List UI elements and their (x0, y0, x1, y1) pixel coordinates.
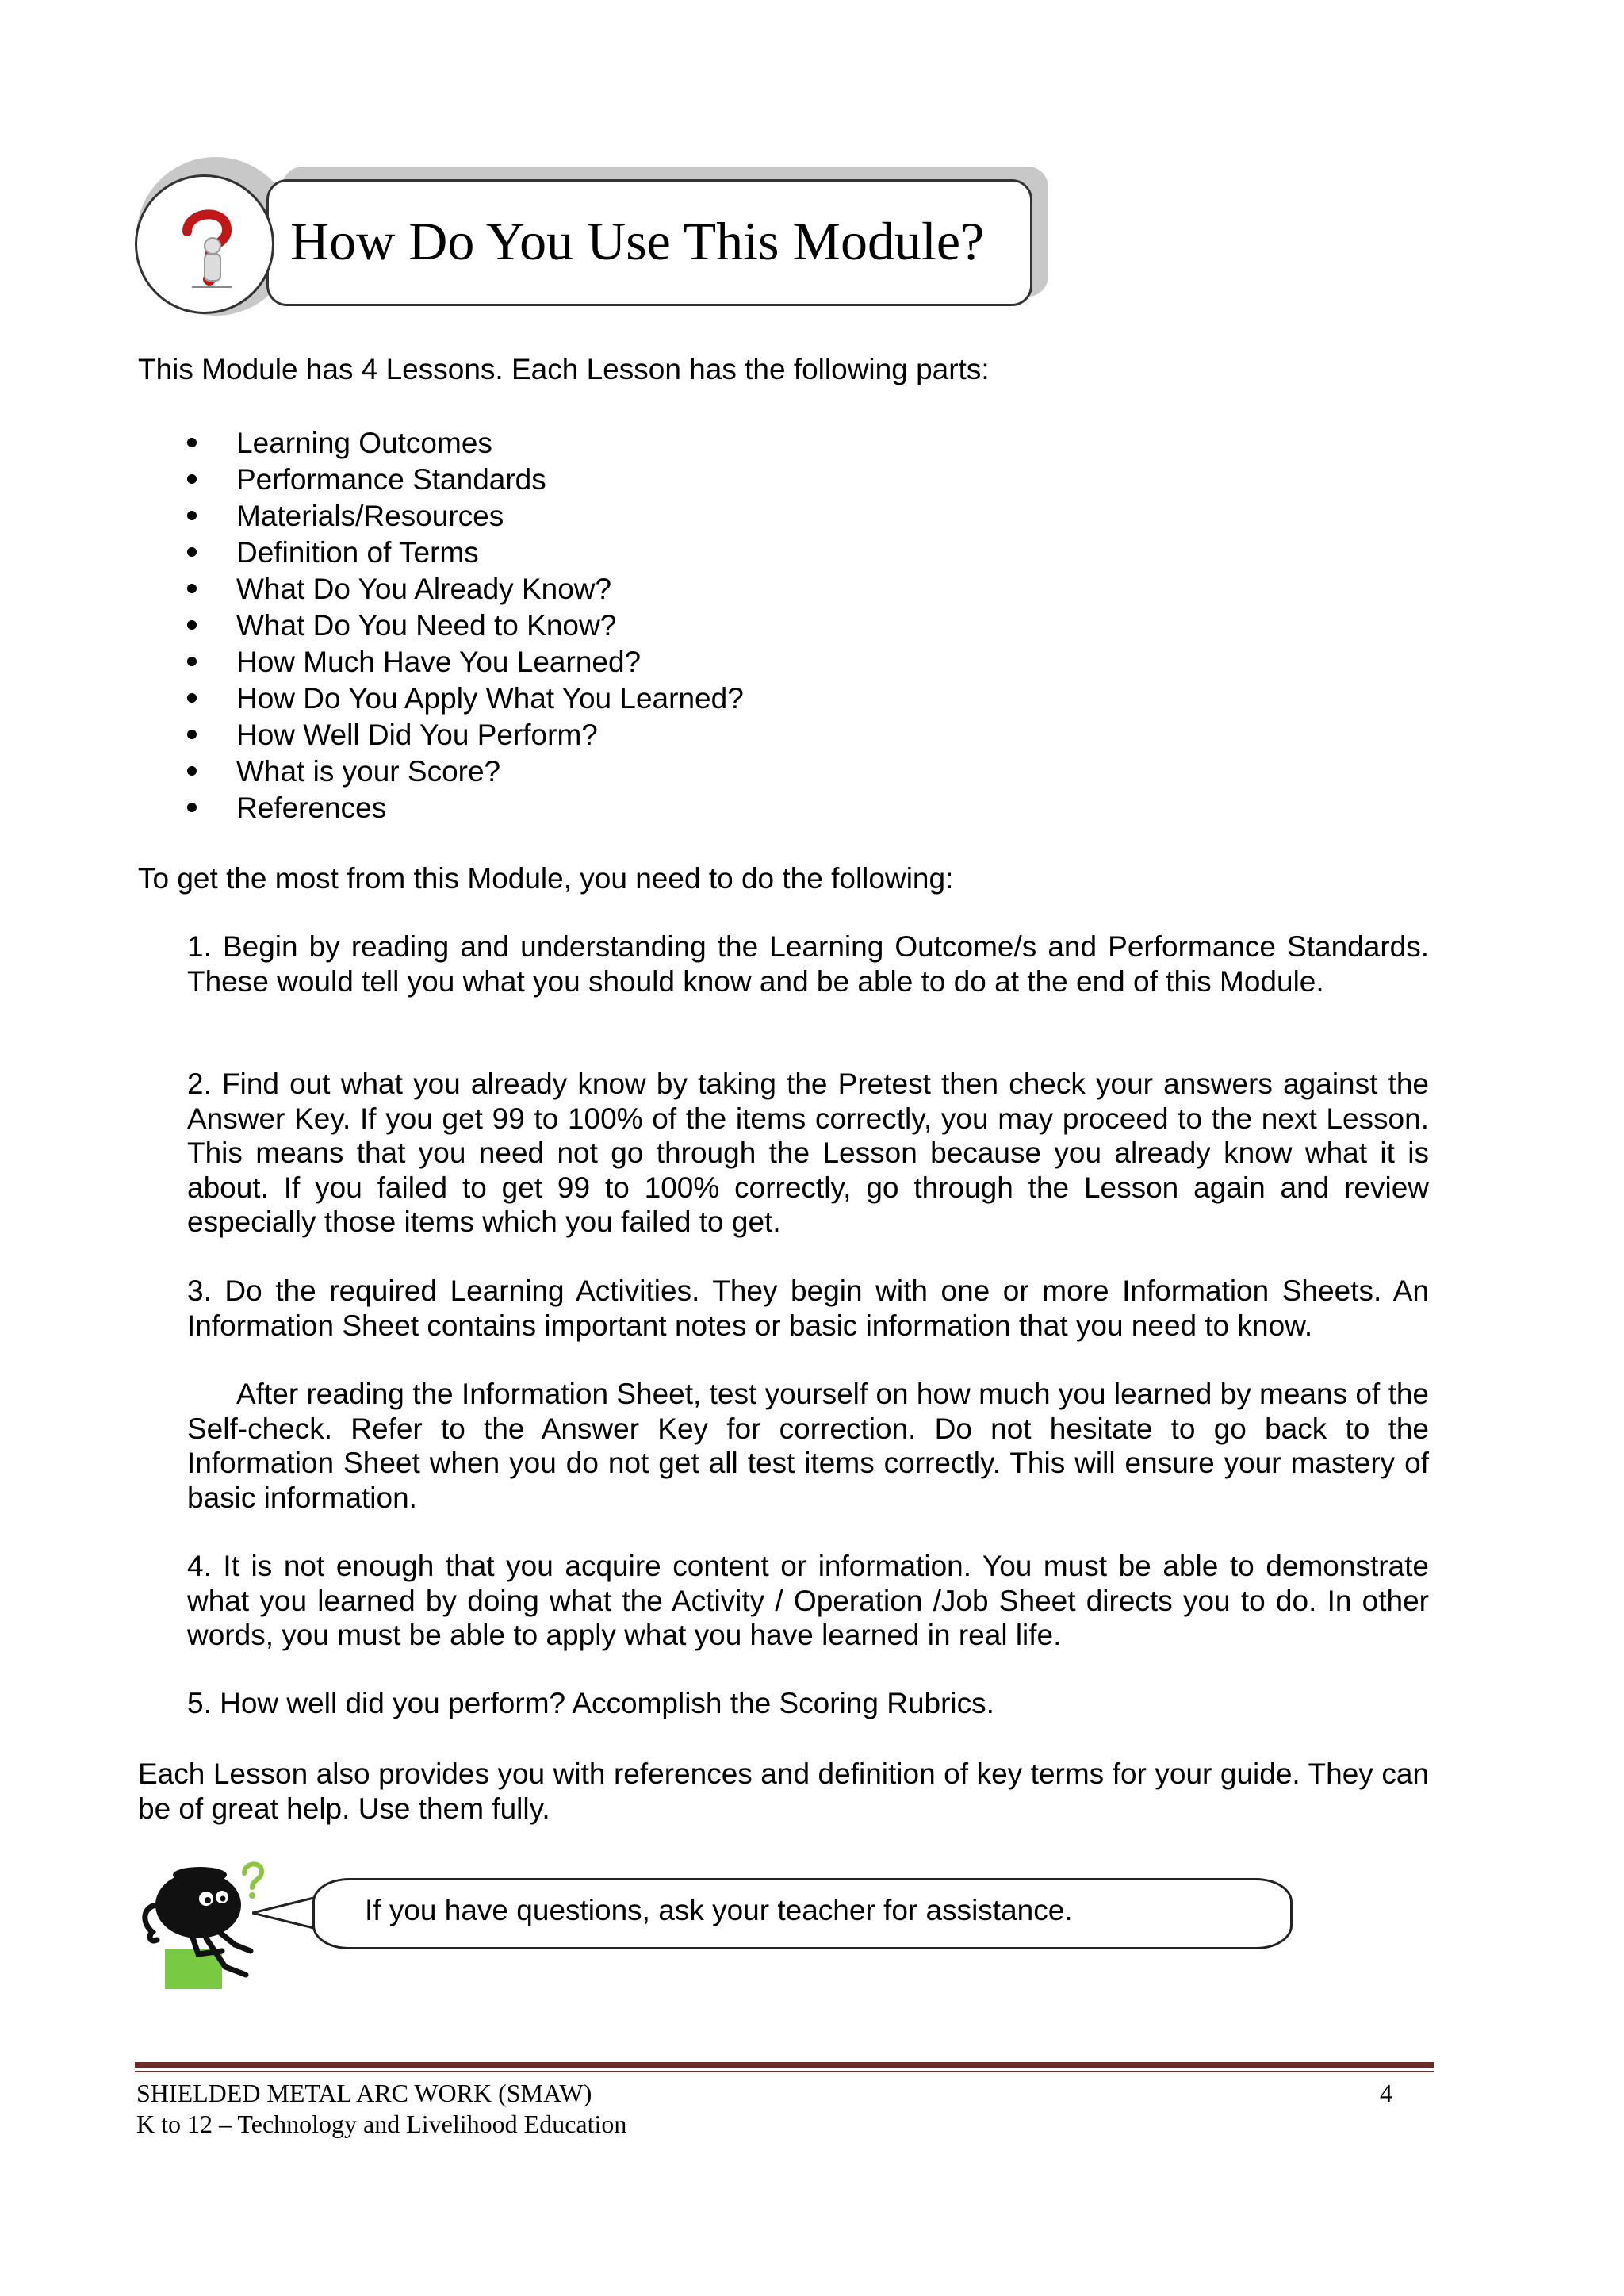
list-item: Performance Standards (184, 462, 744, 498)
footer-rule-thin (135, 2071, 1434, 2072)
page-title: How Do You Use This Module? (290, 211, 985, 271)
instructions-lead: To get the most from this Module, you need to do the following: (138, 862, 954, 895)
bullet-icon (187, 803, 197, 812)
bullet-icon (187, 693, 197, 703)
intro-text: This Module has 4 Lessons. Each Lesson has the following parts: (138, 353, 990, 385)
step-4: 4. It is not enough that you acquire content or information. You must be able to demonstrate what you learned by doing what the Activity / Operation /Job Sheet directs you to do. In other words, you must be able to apply what you have learned in real life. (187, 1550, 1429, 1652)
list-item: How Well Did You Perform? (184, 717, 744, 753)
lesson-parts-list (184, 425, 744, 826)
list-item: What is your Score? (184, 753, 744, 790)
list-item: What Do You Need to Know? (184, 608, 744, 644)
bullet-icon (187, 511, 197, 520)
step-1: 1. Begin by reading and understanding the Learning Outcome/s and Performance Standards. These would tell you what you should know and be able to do at the end of this Module. (187, 930, 1429, 998)
bullet-icon (187, 474, 197, 484)
bullet-icon (187, 766, 197, 776)
bullet-icon (187, 730, 197, 739)
step-3: 3. Do the required Learning Activities. They begin with one or more Information Sheets. An Information Sheet contains important notes or basic information that you need to know. (187, 1274, 1429, 1342)
bullet-icon (187, 584, 197, 593)
list-item: Materials/Resources (184, 498, 744, 535)
footer-course-title: SHIELDED METAL ARC WORK (SMAW) (136, 2079, 592, 2107)
list-item: How Do You Apply What You Learned? (184, 680, 744, 717)
page-number: 4 (1380, 2079, 1392, 2107)
question-mark-person-icon (163, 200, 251, 295)
closing-paragraph: Each Lesson also provides you with references and definition of key terms for your guide. They can be of great help. Use them fully. (138, 1757, 1429, 1825)
bullet-icon (187, 620, 197, 630)
footer-program: K to 12 – Technology and Livelihood Education (136, 2110, 627, 2138)
list-item: References (184, 790, 744, 826)
list-item: Definition of Terms (184, 535, 744, 571)
step-2: 2. Find out what you already know by taking the Pretest then check your answers against the Answer Key. If you get 99 to 100% of the items correctly, you may proceed to the next Lesson. This means that you need not go through the Lesson because you already know what it is about. If you failed to get 99 to 100% correctly, go through the Lesson again and review especially those items which you failed to get. (187, 1068, 1429, 1239)
section-banner (135, 155, 1055, 322)
bullet-icon (187, 547, 197, 557)
list-item: Learning Outcomes (184, 425, 744, 462)
bullet-icon (187, 657, 197, 666)
bullet-icon (187, 438, 197, 447)
list-item: What Do You Already Know? (184, 571, 744, 608)
step-3-continuation: After reading the Information Sheet, test yourself on how much you learned by means of the Self-check. Refer to the Answer Key for correction. Do not hesitate to go back to the Information Sheet when you do not get all test items correctly. This will ensure your mastery of basic information. (187, 1378, 1429, 1514)
list-item: How Much Have You Learned? (184, 644, 744, 680)
step-5: 5. How well did you perform? Accomplish the Scoring Rubrics. (187, 1687, 994, 1719)
footer-rule (135, 2062, 1434, 2068)
callout-text: If you have questions, ask your teacher for assistance. (365, 1894, 1073, 1926)
